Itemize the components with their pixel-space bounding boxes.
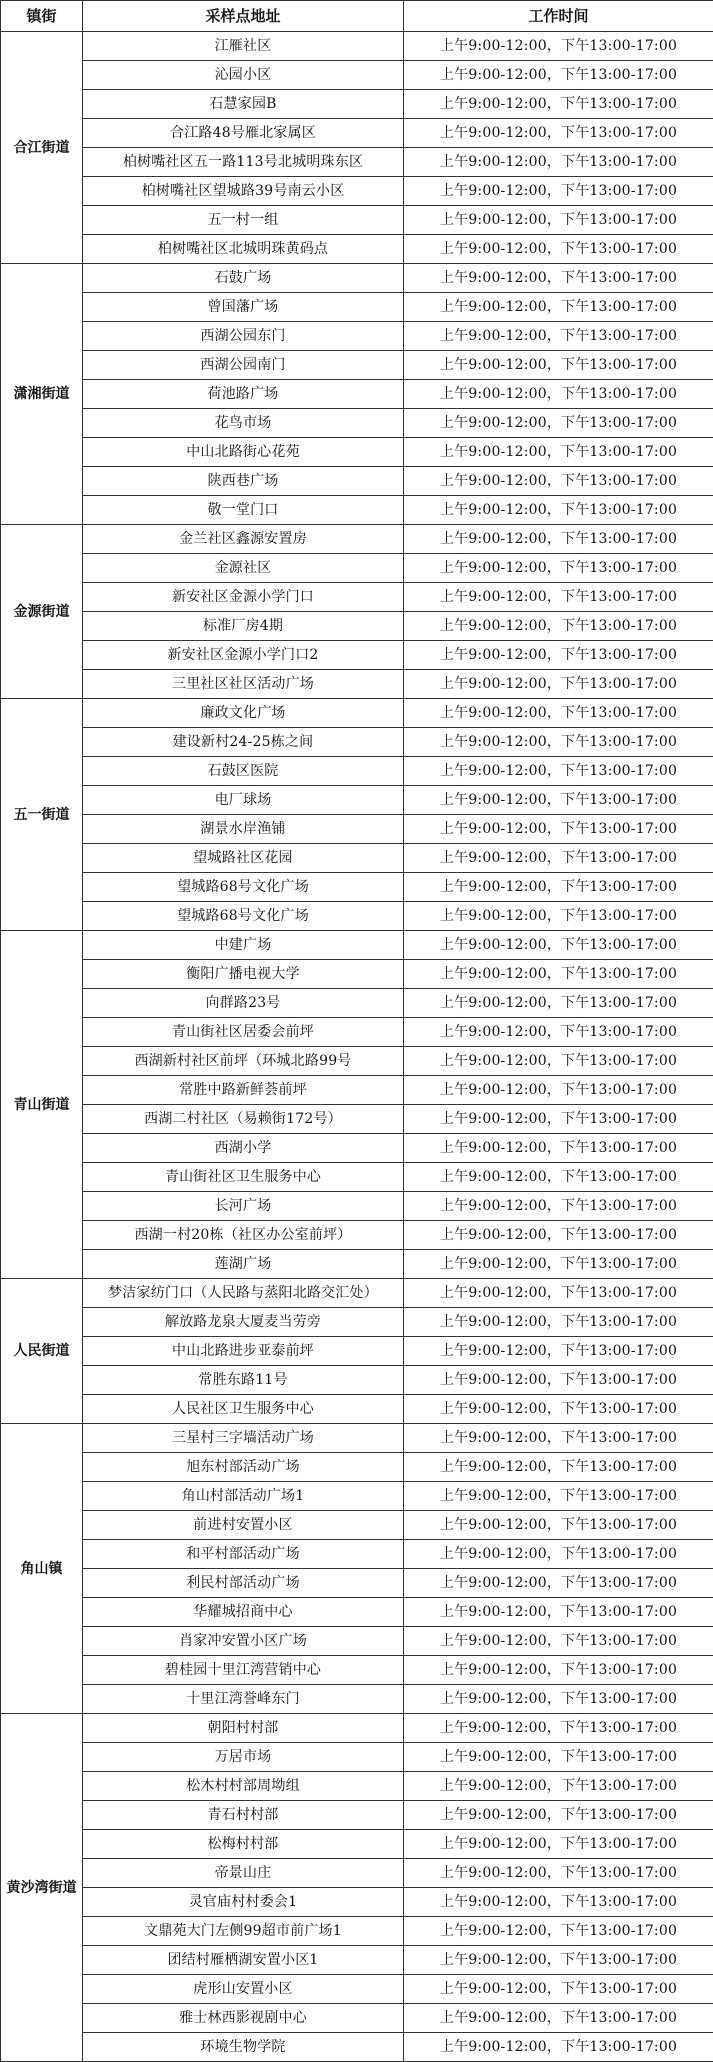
working-hours: 上午9:00-12:00，下午13:00-17:00: [404, 467, 713, 496]
working-hours: 上午9:00-12:00，下午13:00-17:00: [404, 1685, 713, 1714]
table-row: [1, 786, 713, 815]
site-address: 新安社区金源小学门口2: [83, 641, 404, 670]
table-row: [1, 989, 713, 1018]
district-name: 人民街道: [1, 1279, 83, 1424]
site-address: 常胜中路新鲜荟前坪: [83, 1076, 404, 1105]
table-row: [1, 1743, 713, 1772]
table-row: [1, 1134, 713, 1163]
table-row: [1, 496, 713, 525]
working-hours: 上午9:00-12:00，下午13:00-17:00: [404, 1627, 713, 1656]
site-address: 青山街社区居委会前坪: [83, 1018, 404, 1047]
site-address: 雅士林西影视剧中心: [83, 2004, 404, 2033]
table-row: [1, 119, 713, 148]
site-address: 衡阳广播电视大学: [83, 960, 404, 989]
table-row: [1, 1511, 713, 1540]
site-address: 青山街社区卫生服务中心: [83, 1163, 404, 1192]
table-row: [1, 1946, 713, 1975]
site-column-header: 采样点地址: [83, 1, 404, 32]
site-address: 环境生物学院: [83, 2033, 404, 2062]
working-hours: 上午9:00-12:00，下午13:00-17:00: [404, 1830, 713, 1859]
site-address: 松木村村部周坳组: [83, 1772, 404, 1801]
site-address: 柏树嘴社区五一路113号北城明珠东区: [83, 148, 404, 177]
working-hours: 上午9:00-12:00，下午13:00-17:00: [404, 1714, 713, 1743]
working-hours: 上午9:00-12:00，下午13:00-17:00: [404, 757, 713, 786]
site-address: 旭东村部活动广场: [83, 1453, 404, 1482]
town-column-header: 镇街: [1, 1, 83, 32]
working-hours: 上午9:00-12:00，下午13:00-17:00: [404, 1047, 713, 1076]
working-hours: 上午9:00-12:00，下午13:00-17:00: [404, 1511, 713, 1540]
working-hours: 上午9:00-12:00，下午13:00-17:00: [404, 293, 713, 322]
table-row: [1, 960, 713, 989]
site-address: 中山北路街心花苑: [83, 438, 404, 467]
working-hours: 上午9:00-12:00，下午13:00-17:00: [404, 1366, 713, 1395]
working-hours: 上午9:00-12:00，下午13:00-17:00: [404, 61, 713, 90]
table-row: [1, 148, 713, 177]
site-address: 莲湖广场: [83, 1250, 404, 1279]
table-row: [1, 1047, 713, 1076]
working-hours: 上午9:00-12:00，下午13:00-17:00: [404, 90, 713, 119]
site-address: 青石村村部: [83, 1801, 404, 1830]
site-address: 西湖二村社区（易赖街172号）: [83, 1105, 404, 1134]
district-name: 潇湘街道: [1, 264, 83, 525]
working-hours: 上午9:00-12:00，下午13:00-17:00: [404, 1395, 713, 1424]
working-hours: 上午9:00-12:00，下午13:00-17:00: [404, 1308, 713, 1337]
working-hours: 上午9:00-12:00，下午13:00-17:00: [404, 2004, 713, 2033]
site-address: 和平村部活动广场: [83, 1540, 404, 1569]
working-hours: 上午9:00-12:00，下午13:00-17:00: [404, 235, 713, 264]
working-hours: 上午9:00-12:00，下午13:00-17:00: [404, 1221, 713, 1250]
table-row: [1, 90, 713, 119]
site-address: 碧桂园十里江湾营销中心: [83, 1656, 404, 1685]
site-address: 石慧家园B: [83, 90, 404, 119]
table-row: [1, 844, 713, 873]
working-hours: 上午9:00-12:00，下午13:00-17:00: [404, 1337, 713, 1366]
site-address: 帝景山庄: [83, 1859, 404, 1888]
site-address: 金源社区: [83, 554, 404, 583]
site-address: 合江路48号雁北家属区: [83, 119, 404, 148]
table-row: [1, 1830, 713, 1859]
working-hours: 上午9:00-12:00，下午13:00-17:00: [404, 1018, 713, 1047]
table-row: [1, 757, 713, 786]
working-hours: 上午9:00-12:00，下午13:00-17:00: [404, 786, 713, 815]
table-row: [1, 1279, 713, 1308]
site-address: 西湖公园东门: [83, 322, 404, 351]
working-hours: 上午9:00-12:00，下午13:00-17:00: [404, 873, 713, 902]
working-hours: 上午9:00-12:00，下午13:00-17:00: [404, 670, 713, 699]
table-row: [1, 1598, 713, 1627]
table-row: [1, 1337, 713, 1366]
site-address: 中建广场: [83, 931, 404, 960]
table-row: [1, 525, 713, 554]
working-hours: 上午9:00-12:00，下午13:00-17:00: [404, 1076, 713, 1105]
site-address: 陕西巷广场: [83, 467, 404, 496]
table-row: [1, 670, 713, 699]
table-row: [1, 409, 713, 438]
site-address: 五一村一组: [83, 206, 404, 235]
working-hours: 上午9:00-12:00，下午13:00-17:00: [404, 496, 713, 525]
table-row: [1, 1308, 713, 1337]
working-hours: 上午9:00-12:00，下午13:00-17:00: [404, 119, 713, 148]
working-hours: 上午9:00-12:00，下午13:00-17:00: [404, 583, 713, 612]
working-hours: 上午9:00-12:00，下午13:00-17:00: [404, 1163, 713, 1192]
table-row: [1, 1395, 713, 1424]
working-hours: 上午9:00-12:00，下午13:00-17:00: [404, 844, 713, 873]
site-address: 朝阳村村部: [83, 1714, 404, 1743]
working-hours: 上午9:00-12:00，下午13:00-17:00: [404, 1801, 713, 1830]
header-row: [1, 1, 713, 32]
district-name: 合江街道: [1, 32, 83, 264]
site-address: 常胜东路11号: [83, 1366, 404, 1395]
working-hours: 上午9:00-12:00，下午13:00-17:00: [404, 612, 713, 641]
working-hours: 上午9:00-12:00，下午13:00-17:00: [404, 1888, 713, 1917]
site-address: 梦洁家纺门口（人民路与蒸阳北路交汇处）: [83, 1279, 404, 1308]
table-row: [1, 728, 713, 757]
working-hours: 上午9:00-12:00，下午13:00-17:00: [404, 1105, 713, 1134]
table-row: [1, 1163, 713, 1192]
working-hours: 上午9:00-12:00，下午13:00-17:00: [404, 931, 713, 960]
table-row: [1, 1569, 713, 1598]
working-hours: 上午9:00-12:00，下午13:00-17:00: [404, 409, 713, 438]
hours-column-header: 工作时间: [404, 1, 713, 32]
table-row: [1, 1714, 713, 1743]
working-hours: 上午9:00-12:00，下午13:00-17:00: [404, 525, 713, 554]
table-row: [1, 1221, 713, 1250]
table-row: [1, 1250, 713, 1279]
table-row: [1, 2004, 713, 2033]
working-hours: 上午9:00-12:00，下午13:00-17:00: [404, 1424, 713, 1453]
table-row: [1, 32, 713, 61]
table-row: [1, 206, 713, 235]
site-address: 松梅村村部: [83, 1830, 404, 1859]
site-address: 长河广场: [83, 1192, 404, 1221]
working-hours: 上午9:00-12:00，下午13:00-17:00: [404, 264, 713, 293]
table-row: [1, 235, 713, 264]
working-hours: 上午9:00-12:00，下午13:00-17:00: [404, 902, 713, 931]
working-hours: 上午9:00-12:00，下午13:00-17:00: [404, 641, 713, 670]
site-address: 建设新村24-25栋之间: [83, 728, 404, 757]
working-hours: 上午9:00-12:00，下午13:00-17:00: [404, 1598, 713, 1627]
working-hours: 上午9:00-12:00，下午13:00-17:00: [404, 1134, 713, 1163]
table-row: [1, 1453, 713, 1482]
site-address: 华耀城招商中心: [83, 1598, 404, 1627]
table-row: [1, 1192, 713, 1221]
working-hours: 上午9:00-12:00，下午13:00-17:00: [404, 380, 713, 409]
district-name: 金源街道: [1, 525, 83, 699]
site-address: 灵官庙村村委会1: [83, 1888, 404, 1917]
site-address: 廉政文化广场: [83, 699, 404, 728]
site-address: 金兰社区鑫源安置房: [83, 525, 404, 554]
table-row: [1, 1859, 713, 1888]
site-address: 曾国藩广场: [83, 293, 404, 322]
district-name: 五一街道: [1, 699, 83, 931]
table-row: [1, 1482, 713, 1511]
site-address: 西湖公园南门: [83, 351, 404, 380]
working-hours: 上午9:00-12:00，下午13:00-17:00: [404, 815, 713, 844]
table-row: [1, 1975, 713, 2004]
site-address: 电厂球场: [83, 786, 404, 815]
working-hours: 上午9:00-12:00，下午13:00-17:00: [404, 206, 713, 235]
site-address: 望城路68号文化广场: [83, 873, 404, 902]
table-row: [1, 612, 713, 641]
site-address: 石鼓广场: [83, 264, 404, 293]
site-address: 柏树嘴社区望城路39号南云小区: [83, 177, 404, 206]
site-address: 花鸟市场: [83, 409, 404, 438]
table-row: [1, 467, 713, 496]
site-address: 江雁社区: [83, 32, 404, 61]
table-row: [1, 380, 713, 409]
working-hours: 上午9:00-12:00，下午13:00-17:00: [404, 32, 713, 61]
working-hours: 上午9:00-12:00，下午13:00-17:00: [404, 1917, 713, 1946]
district-name: 黄沙湾街道: [1, 1714, 83, 2062]
working-hours: 上午9:00-12:00，下午13:00-17:00: [404, 989, 713, 1018]
table-row: [1, 322, 713, 351]
working-hours: 上午9:00-12:00，下午13:00-17:00: [404, 1656, 713, 1685]
site-address: 西湖一村20栋（社区办公室前坪）: [83, 1221, 404, 1250]
working-hours: 上午9:00-12:00，下午13:00-17:00: [404, 1743, 713, 1772]
working-hours: 上午9:00-12:00，下午13:00-17:00: [404, 1569, 713, 1598]
table-row: [1, 1917, 713, 1946]
site-address: 望城路68号文化广场: [83, 902, 404, 931]
working-hours: 上午9:00-12:00，下午13:00-17:00: [404, 699, 713, 728]
table-row: [1, 1656, 713, 1685]
table-row: [1, 554, 713, 583]
site-address: 文鼎苑大门左侧99超市前广场1: [83, 1917, 404, 1946]
site-address: 十里江湾誉峰东门: [83, 1685, 404, 1714]
table-row: [1, 902, 713, 931]
site-address: 沁园小区: [83, 61, 404, 90]
working-hours: 上午9:00-12:00，下午13:00-17:00: [404, 1772, 713, 1801]
table-row: [1, 1540, 713, 1569]
working-hours: 上午9:00-12:00，下午13:00-17:00: [404, 1859, 713, 1888]
site-address: 三星村三字墙活动广场: [83, 1424, 404, 1453]
site-address: 中山北路进步亚泰前坪: [83, 1337, 404, 1366]
table-row: [1, 583, 713, 612]
table-row: [1, 1772, 713, 1801]
site-address: 肖家冲安置小区广场: [83, 1627, 404, 1656]
site-address: 三里社区社区活动广场: [83, 670, 404, 699]
site-address: 向群路23号: [83, 989, 404, 1018]
table-row: [1, 1018, 713, 1047]
working-hours: 上午9:00-12:00，下午13:00-17:00: [404, 438, 713, 467]
working-hours: 上午9:00-12:00，下午13:00-17:00: [404, 1279, 713, 1308]
table-body: [1, 32, 713, 2062]
site-address: 西湖新村社区前坪（环城北路99号: [83, 1047, 404, 1076]
site-address: 敬一堂门口: [83, 496, 404, 525]
site-address: 湖景水岸渔铺: [83, 815, 404, 844]
working-hours: 上午9:00-12:00，下午13:00-17:00: [404, 1540, 713, 1569]
working-hours: 上午9:00-12:00，下午13:00-17:00: [404, 960, 713, 989]
site-address: 万居市场: [83, 1743, 404, 1772]
site-address: 柏树嘴社区北城明珠黄码点: [83, 235, 404, 264]
table-row: [1, 641, 713, 670]
table-row: [1, 815, 713, 844]
site-address: 石鼓区医院: [83, 757, 404, 786]
site-address: 人民社区卫生服务中心: [83, 1395, 404, 1424]
table-row: [1, 1105, 713, 1134]
table-row: [1, 264, 713, 293]
table-row: [1, 1685, 713, 1714]
site-address: 前进村安置小区: [83, 1511, 404, 1540]
working-hours: 上午9:00-12:00，下午13:00-17:00: [404, 1946, 713, 1975]
table-row: [1, 1076, 713, 1105]
table-row: [1, 1366, 713, 1395]
site-address: 标准厂房4期: [83, 612, 404, 641]
site-address: 虎形山安置小区: [83, 1975, 404, 2004]
table-row: [1, 1424, 713, 1453]
site-address: 新安社区金源小学门口: [83, 583, 404, 612]
table-row: [1, 177, 713, 206]
site-address: 角山村部活动广场1: [83, 1482, 404, 1511]
table-row: [1, 61, 713, 90]
site-address: 荷池路广场: [83, 380, 404, 409]
working-hours: 上午9:00-12:00，下午13:00-17:00: [404, 1975, 713, 2004]
working-hours: 上午9:00-12:00，下午13:00-17:00: [404, 554, 713, 583]
working-hours: 上午9:00-12:00，下午13:00-17:00: [404, 1482, 713, 1511]
table-row: [1, 699, 713, 728]
working-hours: 上午9:00-12:00，下午13:00-17:00: [404, 148, 713, 177]
working-hours: 上午9:00-12:00，下午13:00-17:00: [404, 1453, 713, 1482]
site-address: 团结村雁栖湖安置小区1: [83, 1946, 404, 1975]
site-address: 利民村部活动广场: [83, 1569, 404, 1598]
table-row: [1, 1627, 713, 1656]
table-row: [1, 1801, 713, 1830]
table-row: [1, 438, 713, 467]
table-row: [1, 351, 713, 380]
site-address: 解放路龙泉大厦麦当劳旁: [83, 1308, 404, 1337]
table-row: [1, 873, 713, 902]
working-hours: 上午9:00-12:00，下午13:00-17:00: [404, 2033, 713, 2062]
working-hours: 上午9:00-12:00，下午13:00-17:00: [404, 322, 713, 351]
table-row: [1, 293, 713, 322]
site-address: 西湖小学: [83, 1134, 404, 1163]
working-hours: 上午9:00-12:00，下午13:00-17:00: [404, 1192, 713, 1221]
site-address: 望城路社区花园: [83, 844, 404, 873]
table-row: [1, 2033, 713, 2062]
working-hours: 上午9:00-12:00，下午13:00-17:00: [404, 728, 713, 757]
district-name: 青山街道: [1, 931, 83, 1279]
table-row: [1, 1888, 713, 1917]
working-hours: 上午9:00-12:00，下午13:00-17:00: [404, 177, 713, 206]
working-hours: 上午9:00-12:00，下午13:00-17:00: [404, 351, 713, 380]
working-hours: 上午9:00-12:00，下午13:00-17:00: [404, 1250, 713, 1279]
table-row: [1, 931, 713, 960]
district-name: 角山镇: [1, 1424, 83, 1714]
